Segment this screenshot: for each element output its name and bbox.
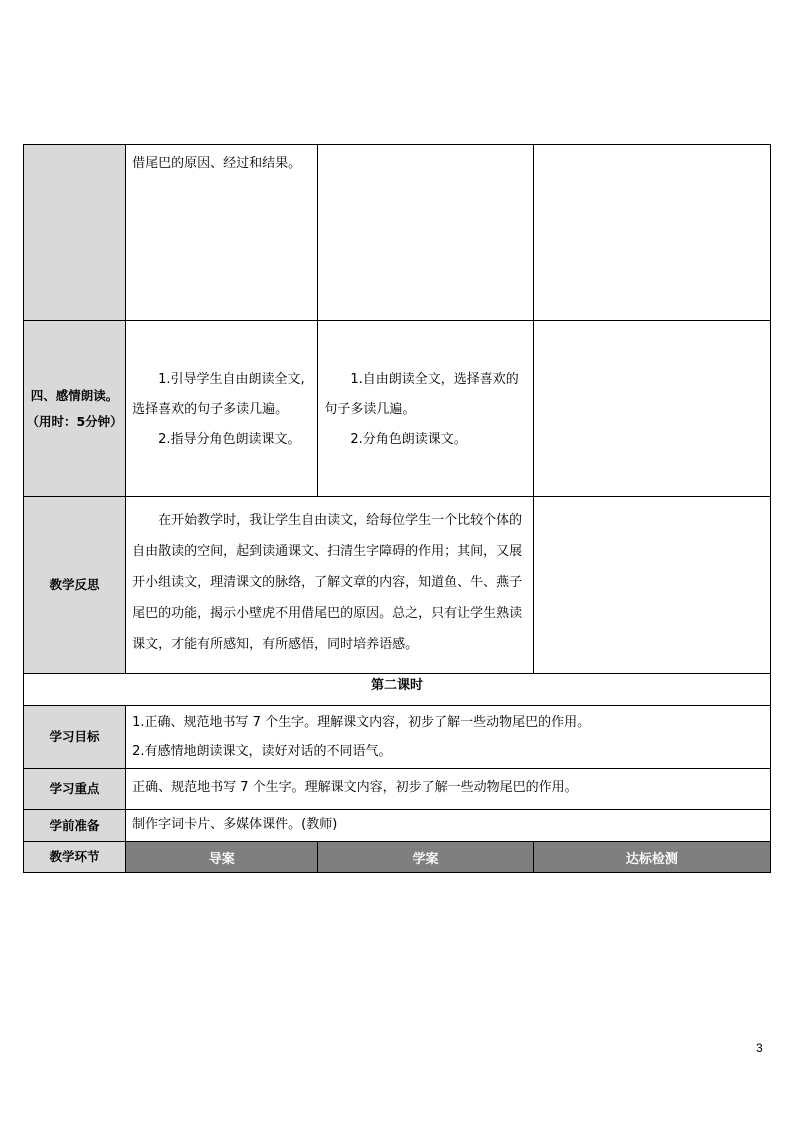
goal-line-1: 1.正确、规范地书写 7 个生字。理解课文内容，初步了解一些动物尾巴的作用。 [132, 715, 591, 730]
header-check: 达标检测 [533, 842, 770, 873]
stage-duration: （用时：5分钟） [26, 413, 123, 429]
second-period-title: 第二课时 [24, 674, 771, 706]
prep-label: 学前准备 [24, 810, 126, 842]
study-cell [318, 145, 533, 321]
check-cell [533, 145, 770, 321]
table-row [24, 769, 771, 810]
study-cell [318, 321, 533, 497]
guide-cell [126, 321, 318, 497]
key-cell [126, 769, 771, 810]
lesson-plan-table [23, 144, 771, 873]
key-label: 学习重点 [24, 769, 126, 810]
reflection-label: 教学反思 [24, 497, 126, 674]
reflection-cell [126, 497, 534, 674]
goal-label: 学习目标 [24, 706, 126, 769]
header-guide: 导案 [126, 842, 318, 873]
table-row [24, 842, 771, 873]
check-cell [533, 321, 770, 497]
table-row [24, 674, 771, 706]
table-row [24, 810, 771, 842]
guide-cell [126, 145, 318, 321]
reflection-text: 在开始教学时，我让学生自由读文，给每位学生一个比较个体的自由散读的空间，起到读通课文、扫清生字障碍的作用；其间，又展开小组读文，理清课文的脉络，了解文章的内容，知道鱼、牛、燕子尾巴的功能，揭示小壁虎不用借尾巴的原因。总之，只有让学生熟读课文，才能有所感知，有所感悟，同时培养语感。 [132, 513, 523, 652]
stage-title: 四、感情朗读。 [30, 387, 119, 403]
guide-text-2: 2.指导分角色朗读课文。 [158, 432, 301, 447]
header-label: 教学环节 [24, 842, 126, 873]
table-row [24, 497, 771, 674]
table-row [24, 706, 771, 769]
guide-text: 借尾巴的原因、经过和结果。 [132, 156, 302, 171]
stage-label-cell [24, 321, 126, 497]
guide-text-1: 1.引导学生自由朗读全文,选择喜欢的句子多读几遍。 [132, 372, 305, 417]
table-row [24, 145, 771, 321]
header-study: 学案 [318, 842, 533, 873]
prep-cell [126, 810, 771, 842]
stage-label-cell [24, 145, 126, 321]
page-number: 3 [756, 1041, 763, 1055]
study-text-1: 1.自由朗读全文，选择喜欢的句子多读几遍。 [324, 372, 519, 417]
check-cell [533, 497, 770, 674]
key-text: 正确、规范地书写 7 个生字。理解课文内容，初步了解一些动物尾巴的作用。 [132, 780, 578, 795]
goal-line-2: 2.有感情地朗读课文，读好对话的不同语气。 [132, 744, 392, 759]
goal-cell [126, 706, 771, 769]
study-text-2: 2.分角色朗读课文。 [350, 432, 467, 447]
table-row [24, 321, 771, 497]
prep-text: 制作字词卡片、多媒体课件。(教师) [132, 817, 338, 832]
